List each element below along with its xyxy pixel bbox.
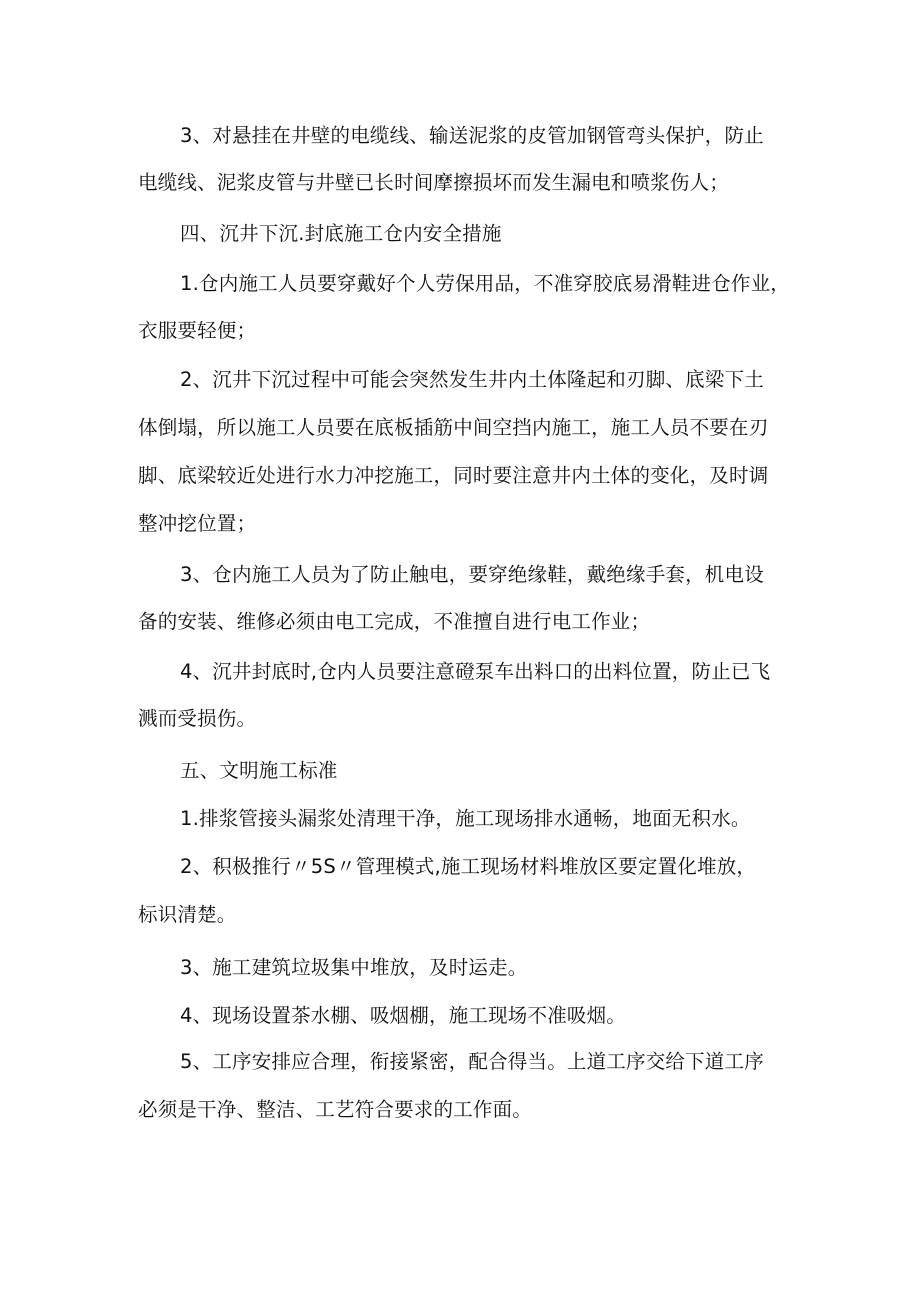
text-line: 4、沉井封底时,仓内人员要注意磴泵车出料口的出料位置，防止已飞: [180, 660, 771, 683]
section-heading: 五、文明施工标准: [180, 759, 338, 782]
text-line: 体倒塌，所以施工人员要在底板插筋中间空挡内施工，施工人员不要在刃: [138, 416, 769, 439]
text-line: 2、沉井下沉过程中可能会突然发生井内土体隆起和刃脚、底梁下土: [180, 368, 764, 391]
text-line: 衣服要轻便；: [138, 319, 257, 342]
text-line: 4、现场设置茶水棚、吸烟棚，施工现场不准吸烟。: [180, 1004, 627, 1027]
text-line: 3、仓内施工人员为了防止触电，要穿绝缘鞋，戴绝缘手套，机电设: [180, 563, 764, 586]
text-line: 整冲挖位置；: [138, 512, 257, 535]
text-line: 溅而受损伤。: [138, 707, 257, 730]
text-line: 3、对悬挂在井壁的电缆线、输送泥浆的皮管加钢管弯头保护，防止: [180, 124, 764, 147]
text-line: 3、施工建筑垃圾集中堆放，及时运走。: [180, 956, 528, 979]
text-line: 电缆线、泥浆皮管与井壁已长时间摩擦损坏而发生漏电和喷浆伤人；: [138, 171, 730, 194]
text-line: 必须是干净、整洁、工艺符合要求的工作面。: [138, 1098, 533, 1121]
text-line: 1.仓内施工人员要穿戴好个人劳保用品，不准穿胶底易滑鞋进仓作业，: [180, 272, 791, 295]
text-line: 标识清楚。: [138, 903, 237, 926]
text-line: 2、积极推行〃5S〃管理模式,施工现场材料堆放区要定置化堆放，: [180, 855, 757, 878]
text-line: 5、工序安排应合理，衔接紧密，配合得当。上道工序交给下道工序: [180, 1050, 764, 1073]
text-line: 备的安装、维修必须由电工完成，不准擅自进行电工作业；: [138, 610, 651, 633]
text-line: 1.排浆管接头漏浆处清理干净，施工现场排水通畅，地面无积水。: [180, 807, 751, 830]
text-line: 脚、底梁较近处进行水力冲挖施工，同时要注意井内土体的变化，及时调: [138, 464, 769, 487]
section-heading: 四、沉井下沉.封底施工仓内安全措施: [180, 222, 502, 245]
